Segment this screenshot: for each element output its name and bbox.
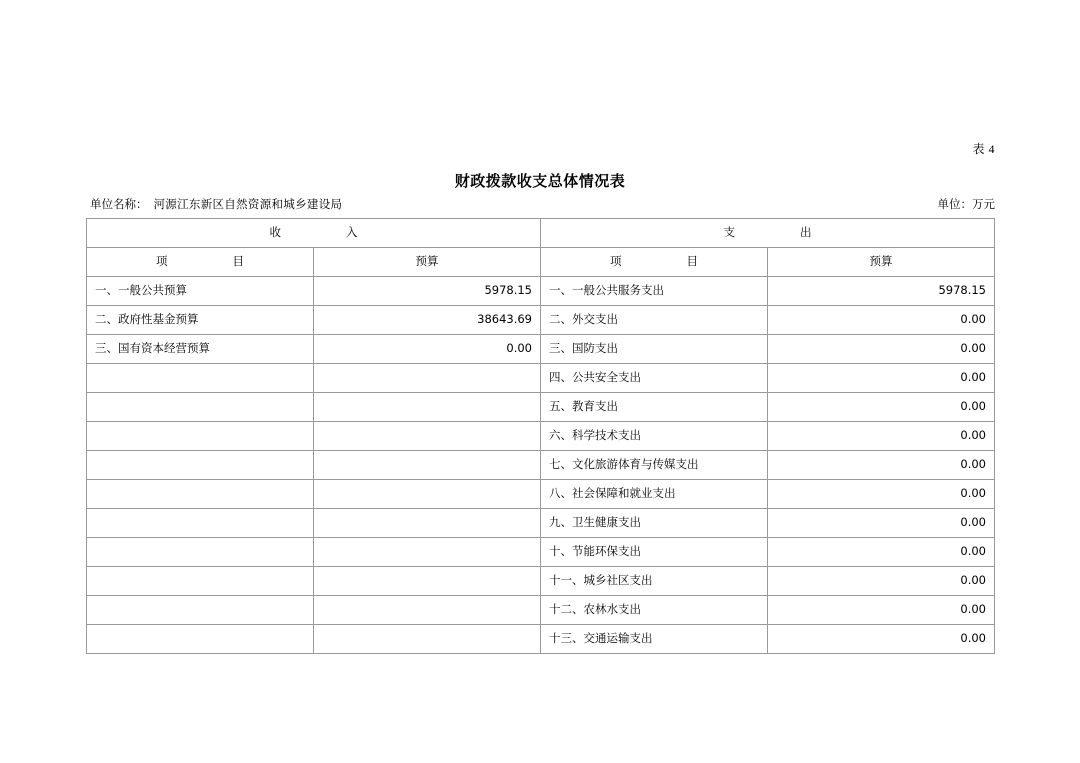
- income-budget: [314, 567, 541, 596]
- expense-item: 七、文化旅游体育与传媒支出: [541, 451, 768, 480]
- expense-item: 三、国防支出: [541, 335, 768, 364]
- table-row: [87, 538, 995, 567]
- table-row: [87, 364, 995, 393]
- expense-budget: 0.00: [768, 335, 995, 364]
- income-budget: [314, 480, 541, 509]
- expense-budget: 0.00: [768, 306, 995, 335]
- income-item: [87, 538, 314, 567]
- meta-row: [90, 196, 995, 212]
- table-row: [87, 393, 995, 422]
- header-income-item: 项 目: [87, 248, 314, 277]
- expense-budget: 0.00: [768, 567, 995, 596]
- expense-item: 四、公共安全支出: [541, 364, 768, 393]
- unit-measure-label: 单位：万元: [937, 197, 995, 211]
- expense-item: 八、社会保障和就业支出: [541, 480, 768, 509]
- income-item: 三、国有资本经营预算: [87, 335, 314, 364]
- income-item: [87, 625, 314, 654]
- expense-item: 十、节能环保支出: [541, 538, 768, 567]
- table-row: [87, 451, 995, 480]
- income-budget: [314, 451, 541, 480]
- header-income-group: 收 入: [87, 219, 541, 248]
- table-row: [87, 277, 995, 306]
- income-budget: [314, 625, 541, 654]
- table-row: [87, 596, 995, 625]
- table-row: [87, 509, 995, 538]
- expense-budget: 0.00: [768, 364, 995, 393]
- table-row: [87, 422, 995, 451]
- table-row: [87, 567, 995, 596]
- income-item: [87, 451, 314, 480]
- income-budget: 0.00: [314, 335, 541, 364]
- income-item: [87, 422, 314, 451]
- page-title: 财政拨款收支总体情况表: [454, 172, 626, 190]
- expense-item: 六、科学技术支出: [541, 422, 768, 451]
- header-expense-group: 支 出: [541, 219, 995, 248]
- income-item: [87, 509, 314, 538]
- income-item: 二、政府性基金预算: [87, 306, 314, 335]
- sheet-label: 表 4: [972, 142, 995, 156]
- income-item: [87, 567, 314, 596]
- expense-budget: 0.00: [768, 480, 995, 509]
- table-row: [87, 625, 995, 654]
- expense-item: 十一、城乡社区支出: [541, 567, 768, 596]
- table-body: [87, 219, 995, 654]
- unit-name-label: 单位名称：: [90, 197, 148, 211]
- income-budget: [314, 422, 541, 451]
- expense-budget: 0.00: [768, 509, 995, 538]
- table-group-header-row: [87, 219, 995, 248]
- expense-budget: 0.00: [768, 596, 995, 625]
- fiscal-allocation-table: [86, 218, 995, 654]
- income-item: [87, 393, 314, 422]
- table-row: [87, 480, 995, 509]
- table-subheader-row: [87, 248, 995, 277]
- expense-item: 一、一般公共服务支出: [541, 277, 768, 306]
- income-budget: 5978.15: [314, 277, 541, 306]
- income-item: [87, 480, 314, 509]
- income-item: 一、一般公共预算: [87, 277, 314, 306]
- expense-item: 十二、农林水支出: [541, 596, 768, 625]
- income-budget: [314, 364, 541, 393]
- expense-item: 九、卫生健康支出: [541, 509, 768, 538]
- income-item: [87, 596, 314, 625]
- expense-item: 二、外交支出: [541, 306, 768, 335]
- expense-budget: 0.00: [768, 422, 995, 451]
- expense-budget: 0.00: [768, 393, 995, 422]
- header-expense-item: 项 目: [541, 248, 768, 277]
- income-item: [87, 364, 314, 393]
- income-budget: [314, 393, 541, 422]
- expense-item: 五、教育支出: [541, 393, 768, 422]
- income-budget: [314, 596, 541, 625]
- income-budget: [314, 538, 541, 567]
- expense-budget: 0.00: [768, 451, 995, 480]
- expense-item: 十三、交通运输支出: [541, 625, 768, 654]
- unit-name-value: 河源江东新区自然资源和城乡建设局: [153, 197, 343, 211]
- expense-budget: 0.00: [768, 625, 995, 654]
- income-budget: [314, 509, 541, 538]
- header-income-budget: 预算: [314, 248, 541, 277]
- unit-name-block: [90, 196, 342, 212]
- table-row: [87, 306, 995, 335]
- header-expense-budget: 预算: [768, 248, 995, 277]
- income-budget: 38643.69: [314, 306, 541, 335]
- expense-budget: 5978.15: [768, 277, 995, 306]
- table-row: [87, 335, 995, 364]
- expense-budget: 0.00: [768, 538, 995, 567]
